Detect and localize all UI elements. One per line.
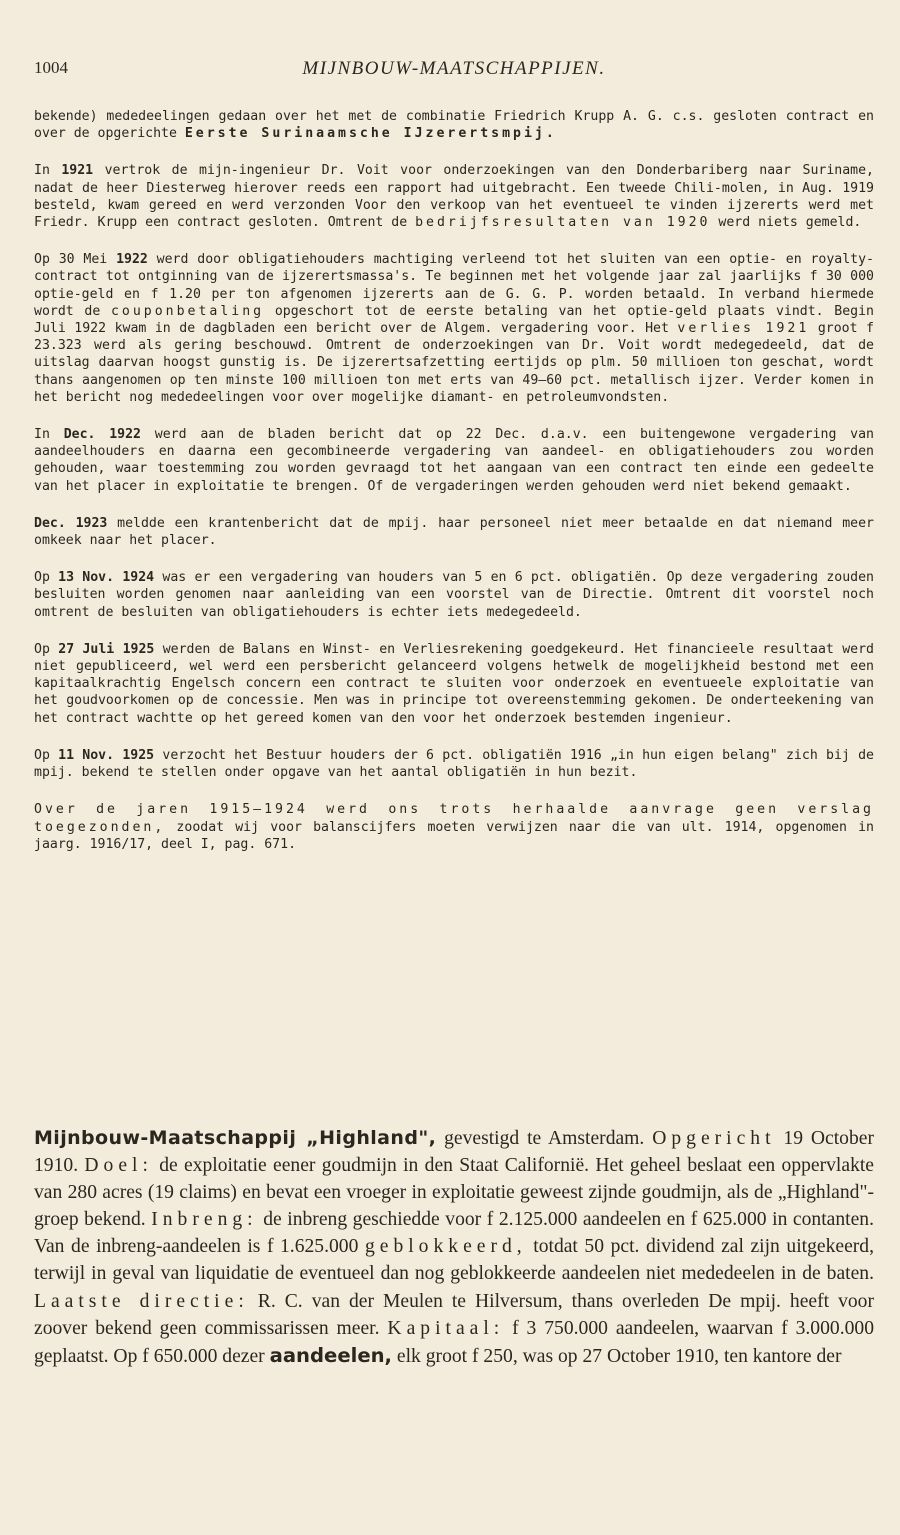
spaced-text: Doel: <box>84 1155 153 1177</box>
text-run: 19 October 1910. <box>34 1128 875 1177</box>
text-run: werd aan de bladen bericht dat op 22 Dec. d.a.v. een buitengewone vergadering van aandeelhouders en daarna een gecombineerde vergadering van aandeel- en obligatiehouders zou worden gehouden, waar toestemming zou worden gevraagd tot het aangaan van een contract ten einde een gedeelte van het placer in exploitatie te brengen. Of de vergaderingen werden gehouden werd niet bekend gemaakt. <box>34 427 874 494</box>
company-entry <box>34 1125 874 1370</box>
paragraph <box>34 801 874 853</box>
body-text-small <box>34 108 874 873</box>
page-number: 1004 <box>34 58 68 77</box>
text-run: Op 30 Mei <box>34 252 117 268</box>
year-label: 1922 <box>116 252 148 268</box>
text-run: In <box>34 427 64 443</box>
text-run: werd door obligatiehouders machtiging verleend tot het sluiten van een optie- en royalty-contract tot ontginning van de ijzerertsmassa's. Te beginnen met het volgende jaar zal jaarlijks f 30 000 optie-geld en f 1.20 per ton afgenomen ijzererts aan de G. G. P. worden betaald. In verband hiermede wordt de <box>34 252 874 319</box>
paragraph <box>34 162 874 231</box>
text-run: gevestigd te Amsterdam. <box>436 1128 653 1149</box>
bold-text: aandeelen, <box>269 1343 393 1367</box>
paragraph <box>34 747 874 781</box>
date-label: 11 Nov. 1925 <box>58 747 155 763</box>
paragraph <box>34 108 874 142</box>
text-run: elk groot f 250, was op 27 October 1910, ten kantore der <box>392 1345 842 1367</box>
text-run: zoodat wij voor balanscijfers moeten verwijzen naar die van ult. 1914, opgenomen in jaarg. 1916/17, deel I, pag. 671. <box>34 819 874 852</box>
spaced-text: Laatste directie: <box>34 1290 249 1312</box>
spaced-text: geblokkeerd, <box>364 1236 527 1258</box>
company-name: Mijnbouw-Maatschappij „Highland", <box>34 1127 437 1149</box>
text-run: In <box>34 163 62 179</box>
date-label: Dec. 1922 <box>63 427 141 443</box>
date-label: 13 Nov. 1924 <box>58 570 155 586</box>
paragraph <box>34 251 874 406</box>
text-run: totdat 50 pct. dividend zal zijn uitgekeerd, terwijl in geval van liquidatie de eventueel dan nog geblokkeerde aandeelen niet mededeelen in de baten. <box>34 1236 874 1285</box>
text-run: groot f 23.323 werd als gering beschouwd. Omtrent de onderzoekingen van Dr. Voit wordt medegedeeld, dat de uitslag daarvan hoogst gunstig is. De ijzerertsafzetting eertijds op plm. 50 millioen ton geschat, wordt thans aangenomen op ten minste 100 millioen ton met erts van 49—60 pct. metallisch ijzer. Verder komen in het bericht nog mededeelingen voor over mogelijke diamant- en petroleumvondsten. <box>34 321 874 405</box>
date-label: Dec. 1923 <box>34 515 108 531</box>
spaced-text: bedrijfsresultaten van 1920 <box>415 215 711 231</box>
text-run: f 3 750.000 aandeelen, waarvan f 3.000.000 geplaatst. Op f 650.000 dezer <box>34 1317 874 1367</box>
spaced-text: Inbreng: <box>151 1209 258 1231</box>
spaced-text: couponbetaling <box>110 303 265 319</box>
spaced-text: verlies 1921 <box>677 321 810 337</box>
text-run: Op <box>34 641 59 657</box>
text-run: vertrok de mijn-ingenieur Dr. Voit voor onderzoekingen van den Donderbariberg naar Suriname, nadat de heer Diesterweg hierover reeds een rapport had uitgebracht. Een tweede Chili-molen, in Aug. 1919 besteld, kwam gereed en werd verzonden Voor den verkoop van het eventueel te vinden ijzererts werd met Friedr. Krupp een contract gesloten. Omtrent de <box>34 163 874 231</box>
running-title: MIJNBOUW-MAATSCHAPPIJEN. <box>302 58 606 79</box>
spaced-text: Eerste Surinaamsche IJzerertsmpij. <box>184 126 557 142</box>
text-run: meldde een krantenbericht dat de mpij. haar personeel niet meer betaalde en dat niemand meer omkeek naar het placer. <box>34 515 874 549</box>
paragraph <box>34 426 874 495</box>
text-run: verzocht het Bestuur houders der 6 pct. obligatiën 1916 „in hun eigen belang" zich bij de mpij. bekend te stellen onder opgave van het aantal obligatiën in hun bezit. <box>34 747 874 781</box>
text-run: Op <box>34 570 59 586</box>
running-head <box>34 58 874 84</box>
text-run: werden de Balans en Winst- en Verliesrekening goedgekeurd. Het financieele resultaat werd niet gepubliceerd, wel werd een persbericht gelanceerd volgens hetwelk de mogelijkheid bestond met een kapitaalkrachtig Engelsch concern een contract te sluiten voor onderzoek en eventueele exploitatie van het goudvoorkomen op de concessie. Men was in principe tot overeenstemming gekomen. De onderteekening van het contract wachtte op het gereed komen van den voor het onderzoek bestemden ingenieur. <box>34 641 874 726</box>
paragraph <box>34 515 874 549</box>
spaced-text: Kapitaal: <box>387 1317 505 1339</box>
paragraph <box>34 641 874 727</box>
text-run: was er een vergadering van houders van 5 en 6 pct. obligatiën. Op deze vergadering zouden besluiten worden genomen naar aanleiding van een voorstel van de Directie. Omtrent dit voorstel noch omtrent de besluiten van obligatiehouders is echter iets medegedeeld. <box>34 570 874 620</box>
spaced-text: Over de jaren 1915—1924 werd ons trots herhaalde aanvrage geen verslag toegezonden, <box>34 802 874 835</box>
text-run: werd niets gemeld. <box>710 215 862 231</box>
text-run: de exploitatie eener goudmijn in den Staat Californië. Het geheel beslaat een oppervlakte van 280 acres (19 claims) en bevat een vroeger in exploitatie geweest zijnde goudmijn, als de „Highland"-groep bekend. <box>34 1155 875 1231</box>
date-label: 27 Juli 1925 <box>58 641 155 657</box>
text-run: opgeschort tot de eerste betaling van het optie-geld plaats vindt. Begin Juli 1922 kwam in de dagbladen een bericht over de Algem. vergadering voor. Het <box>34 303 874 337</box>
text-run: bekende) mededeelingen gedaan over het met de combinatie Friedrich Krupp A. G. c.s. gesloten contract en over de opgerichte <box>34 109 874 142</box>
text-run: R. C. van der Meulen te Hilversum, thans overleden De mpij. heeft voor zoover bekend geen commissarissen meer. <box>34 1290 874 1339</box>
body-text-large <box>34 1125 874 1370</box>
paragraph <box>34 569 874 621</box>
text-run: de inbreng geschiedde voor f 2.125.000 aandeelen en f 625.000 in contanten. Van de inbreng-aandeelen is f 1.625.000 <box>34 1209 874 1258</box>
year-label: 1921 <box>61 163 94 179</box>
spaced-text: Opgericht <box>652 1128 776 1149</box>
text-run: Op <box>34 747 59 763</box>
